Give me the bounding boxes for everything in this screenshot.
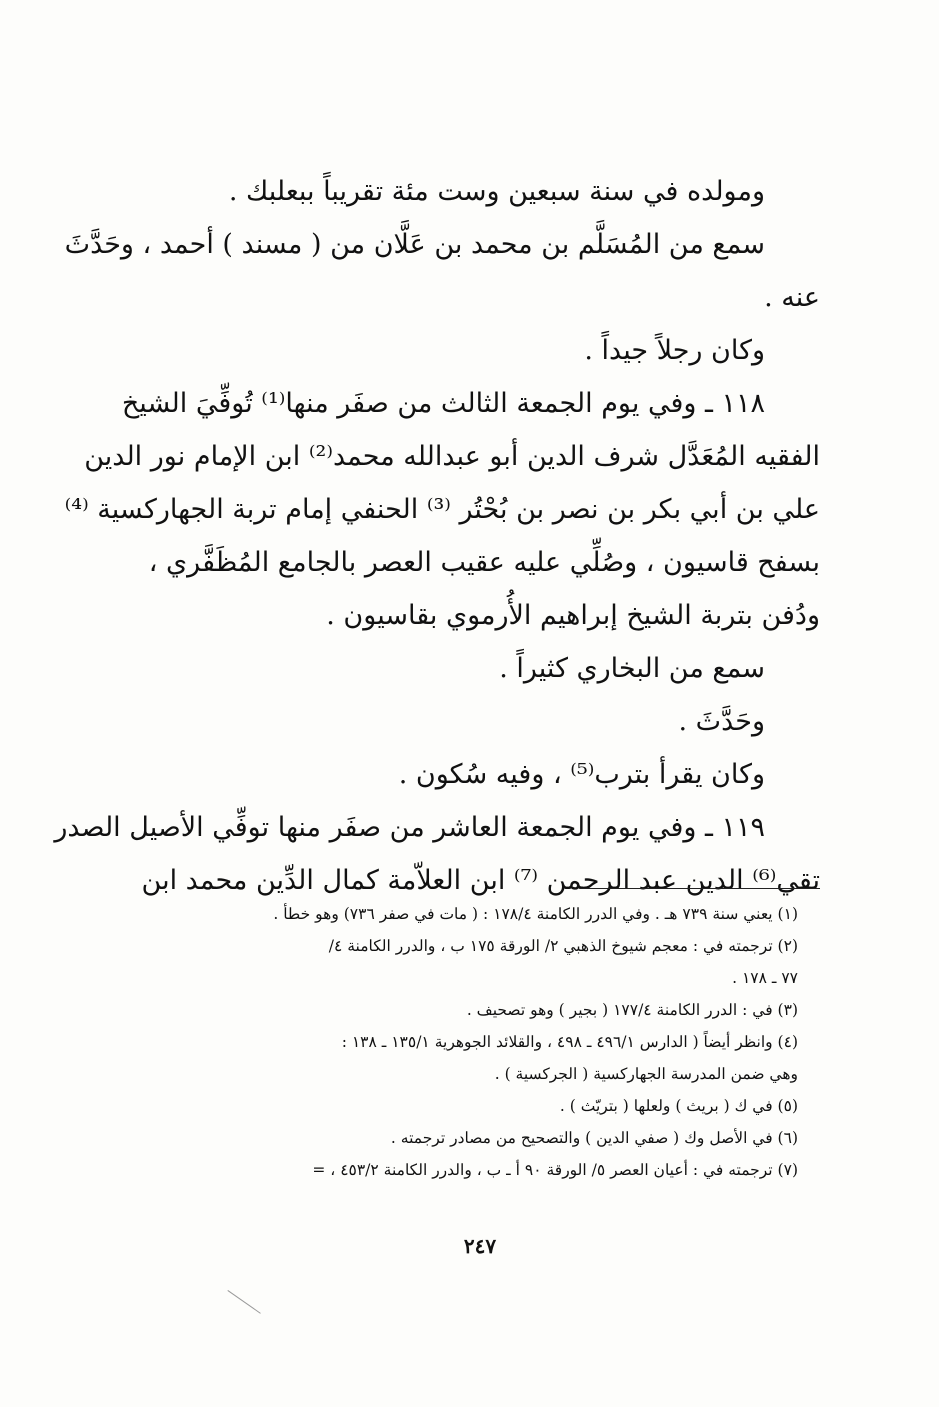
footnote-continuation: ٧٧ ـ ١٧٨ . xyxy=(732,969,798,987)
body-line: ١١٩ ـ وفي يوم الجمعة العاشر من صفَر منها توفِّي الأصيل الصدر xyxy=(54,812,765,843)
footnote: (٥) في ك ( بريث ) ولعلها ( بتريّث ) . xyxy=(559,1097,798,1115)
body-line: وحَدَّثَ . xyxy=(678,706,765,737)
body-line: عنه . xyxy=(764,282,820,313)
footnotes xyxy=(140,898,820,1186)
footnote: (١) يعني سنة ٧٣٩ هـ . وفي الدرر الكامنة ١٧٨/٤ : ( مات في صفر ٧٣٦) وهو خطأ . xyxy=(273,905,798,923)
footnote: (٦) في الأصل وك ( صفي الدين ) والتصحيح من مصادر ترجمته . xyxy=(390,1129,798,1147)
body-line: تقي⁽⁶⁾ الدين عبد الرحمن ⁽⁷⁾ ابن العلاّمة كمال الدِّين محمد ابن xyxy=(141,865,820,896)
body-line: ومولده في سنة سبعين وست مئة تقريباً ببعلبك . xyxy=(228,176,765,207)
body-line: الفقيه المُعَدَّل شرف الدين أبو عبدالله محمد⁽²⁾ ابن الإمام نور الدين xyxy=(84,441,820,472)
body-line: علي بن أبي بكر بن نصر بن بُحْتُر ⁽³⁾ الحنفي إمام تربة الجهاركسية ⁽⁴⁾ xyxy=(64,494,820,525)
footnote: (٢) ترجمته في : معجم شيوخ الذهبي ٢/ الورقة ١٧٥ ب ، والدرر الكامنة ٤/ xyxy=(328,937,798,955)
book-page xyxy=(54,0,820,1407)
body-line: سمع من البخاري كثيراً . xyxy=(499,653,765,684)
footnote: (٣) في : الدرر الكامنة ١٧٧/٤ ( بجير ) وهو تصحيف . xyxy=(466,1001,798,1019)
body-line: ودُفن بتربة الشيخ إبراهيم الأُرموي بقاسيون . xyxy=(326,600,820,631)
page-number: ٢٤٧ xyxy=(463,1234,497,1258)
body-line: وكان رجلاً جيداً . xyxy=(584,335,765,366)
body-line: بسفح قاسيون ، وصُلِّي عليه عقيب العصر بالجامع المُظَفَّري ، xyxy=(148,547,820,578)
body-line: وكان يقرأ بترب⁽⁵⁾ ، وفيه سُكون . xyxy=(398,759,765,790)
footnote: (٧) ترجمته في : أعيان العصر ٥/ الورقة ٩٠ أ ـ ب ، والدرر الكامنة ٤٥٣/٢ ، = xyxy=(312,1161,798,1179)
main-text xyxy=(54,165,820,907)
footnote: (٤) وانظر أيضاً ( الدارس ٤٩٦/١ ـ ٤٩٨ ، والقلائد الجوهرية ١٣٥/١ ـ ١٣٨ : xyxy=(341,1033,798,1051)
body-line: ١١٨ ـ وفي يوم الجمعة الثالث من صفَر منها⁽¹⁾ تُوفِّيَ الشيخ xyxy=(121,388,765,419)
footnote-continuation: وهي ضمن المدرسة الجهاركسية ( الجركسية ) . xyxy=(494,1065,798,1083)
footnote-separator xyxy=(580,888,820,889)
body-line: سمع من المُسَلَّم بن محمد بن عَلَّان من ( مسند ) أحمد ، وحَدَّثَ xyxy=(64,229,765,260)
